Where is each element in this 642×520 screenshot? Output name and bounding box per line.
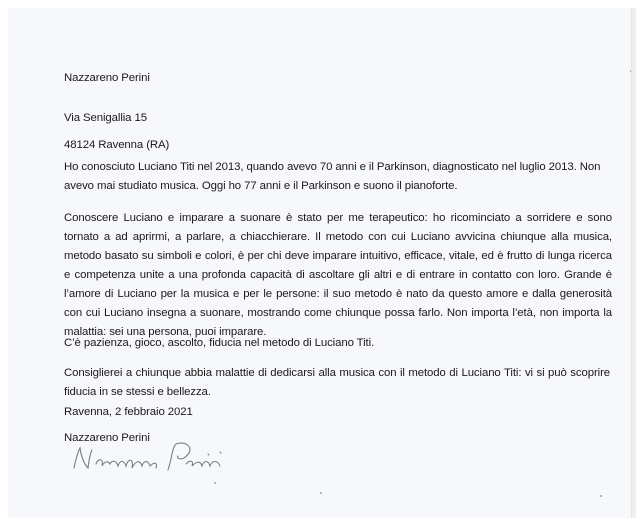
scan-speck: [630, 70, 632, 72]
paragraph-recommendation: Consiglierei a chiunque abbia malattie di dedicarsi alla musica con il metodo di Luciano Titi: vi si può scoprire fiducia in se stessi e bellezza.: [64, 367, 610, 398]
paragraph-experience: Conoscere Luciano e imparare a suonare è stato per me terapeutico: ho ricominciato a sorridere e sono tornato a ad aprirmi, a parlare, a chiacchierare. Il metodo con cui Luciano avvicina chiunque alla musica, metodo basato su simboli e colori, è per chi deve imparare intuitivo, efficace, vitale, ed è frutto di lunga ricerca e competenza unite a una profonda capacità di ascoltare gli altri e di entrare in contatto con loro. Grande è l’amore di Luciano per la musica e per le persone: il suo metodo è nato da questo amore e dalla generosità con cui Luciano insegna a suonare, mostrando come chiunque possa farlo. Non importa l’età, non importa la malattia: sei una persona, puoi imparare.: [64, 212, 612, 338]
scanned-letter-page: [8, 8, 632, 518]
handwritten-signature: [68, 438, 268, 478]
closing-name: Nazzareno Perini: [64, 432, 150, 444]
paragraph-values: C’è pazienza, gioco, ascolto, fiducia nel metodo di Luciano Titi.: [64, 337, 375, 349]
paragraph-intro: Ho conosciuto Luciano Titi nel 2013, quando avevo 70 anni e il Parkinson, diagnosticato nel luglio 2013. Non avevo mai studiato musica. Oggi ho 77 anni e il Parkinson e suono il pianoforte.: [64, 161, 601, 192]
scan-speck: [320, 492, 322, 494]
sender-street: Via Senigallia 15: [64, 112, 147, 124]
signature-stroke-first-name: [74, 448, 157, 468]
scan-speck: [600, 495, 602, 497]
scan-speck: [214, 482, 216, 484]
signature-stroke-last-name: [168, 443, 221, 470]
sender-city: 48124 Ravenna (RA): [64, 139, 170, 151]
sender-name: Nazzareno Perini: [64, 72, 150, 84]
place-date: Ravenna, 2 febbraio 2021: [64, 406, 193, 418]
